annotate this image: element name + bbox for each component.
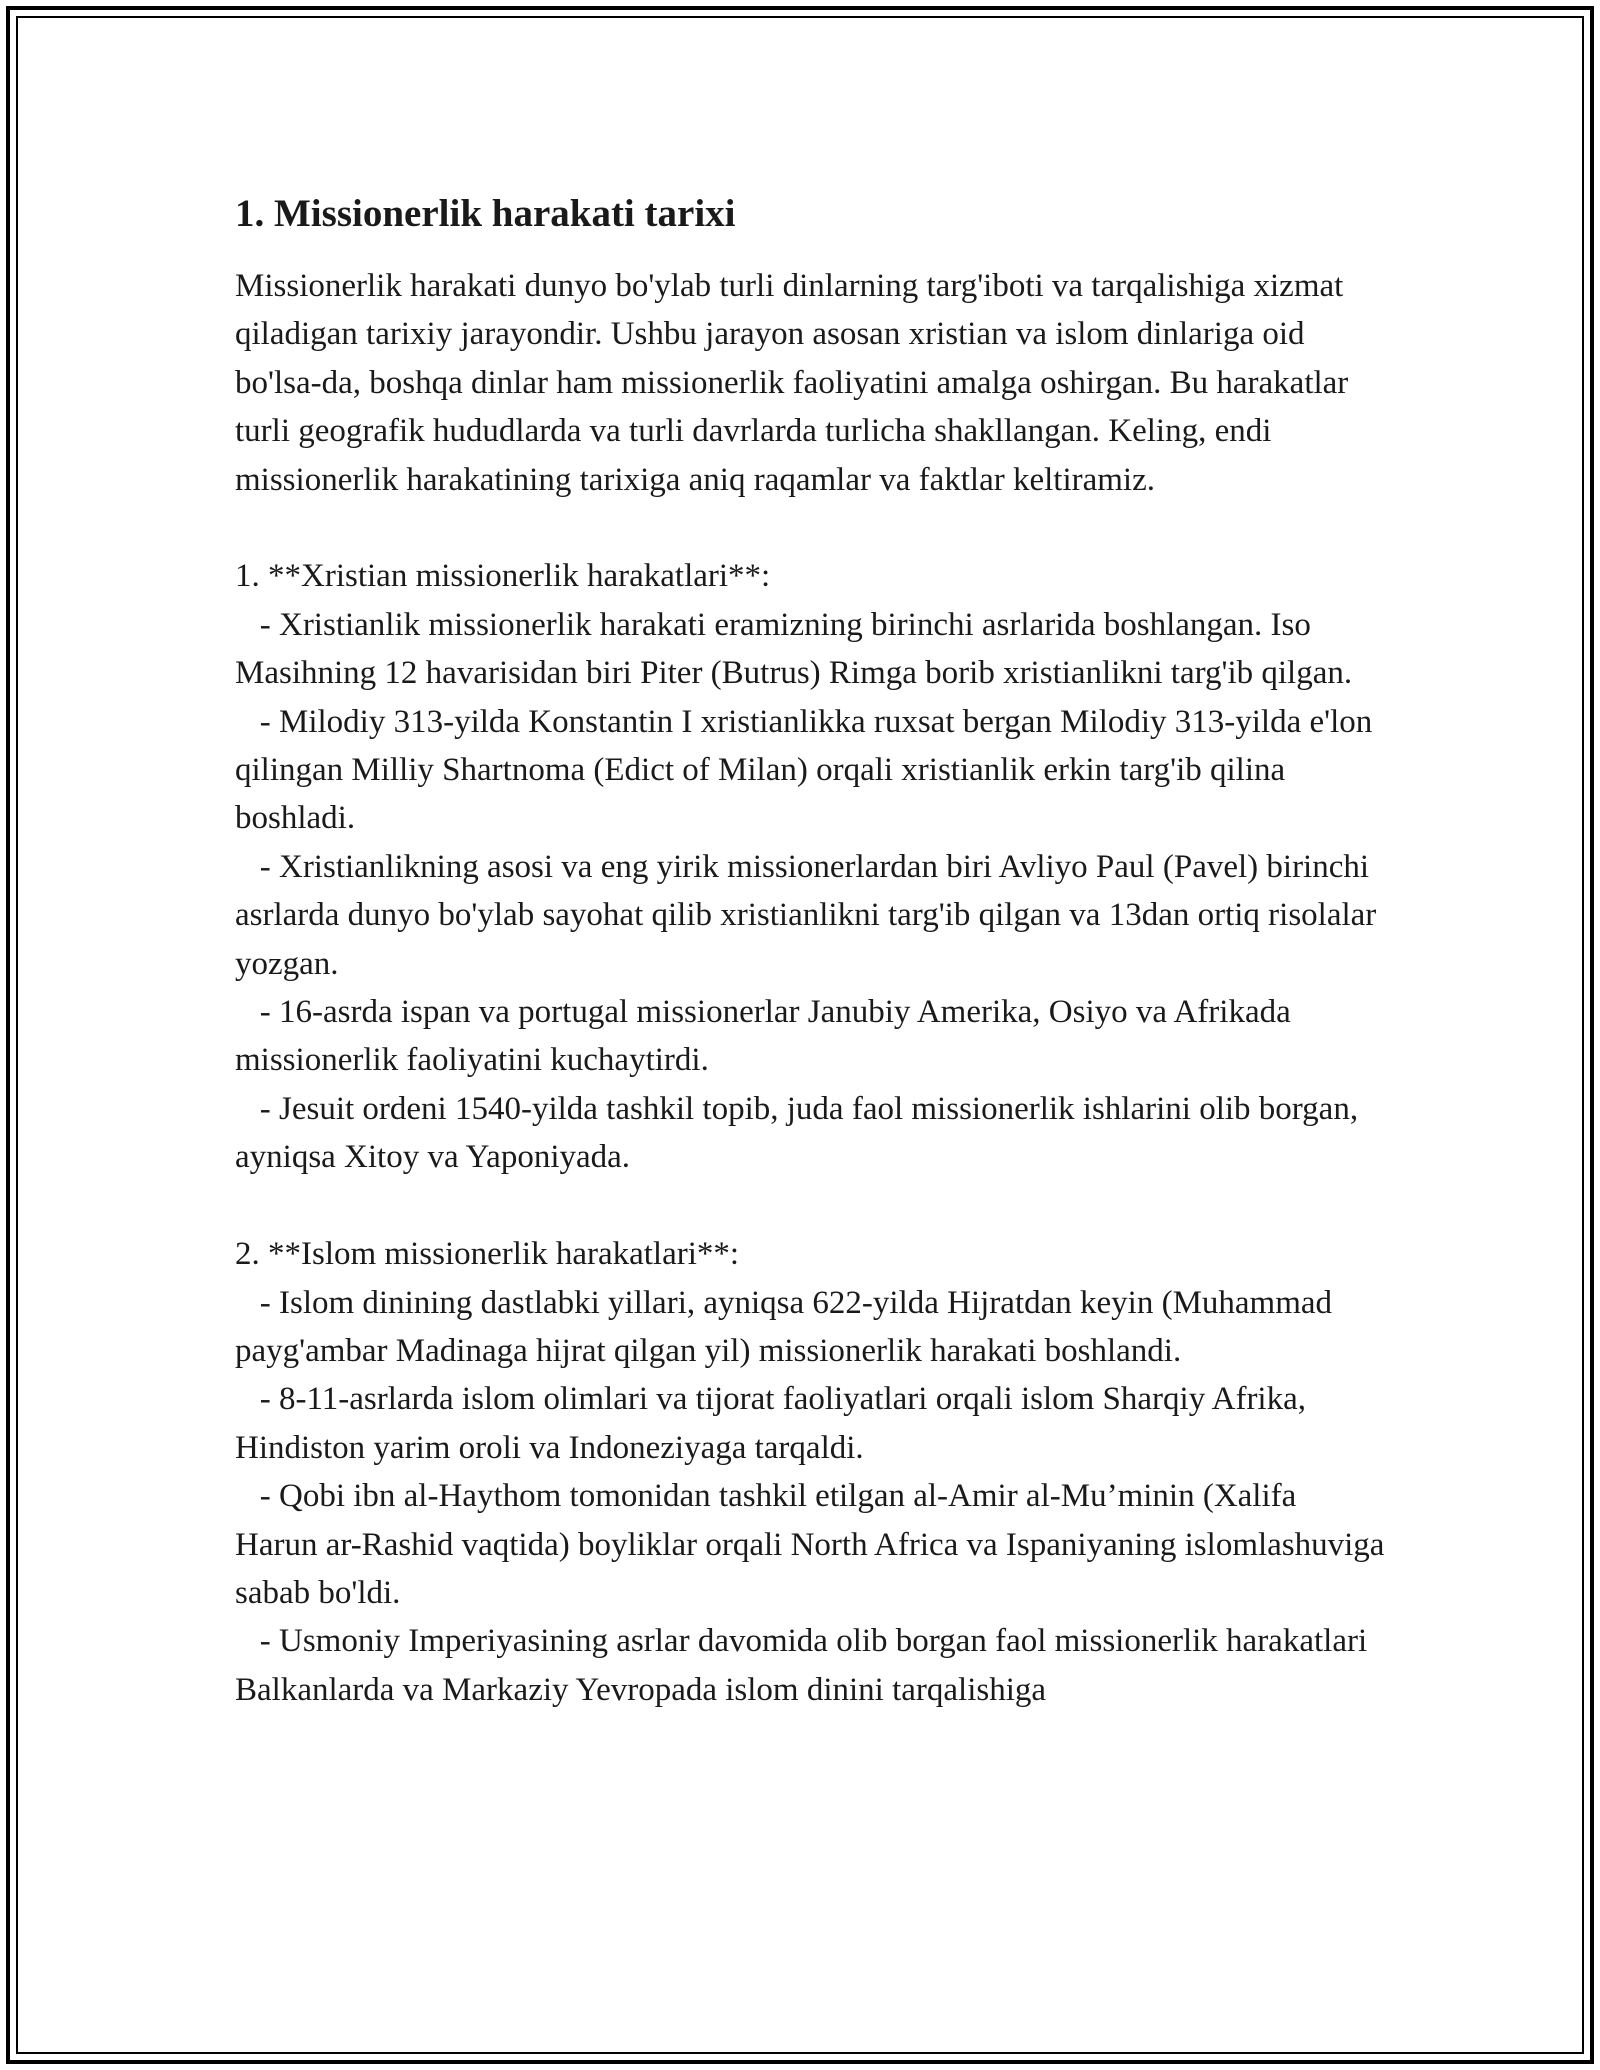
list-item: - Usmoniy Imperiyasining asrlar davomida olib borgan faol missionerlik harakatlari Balkanlarda va Markaziy Yevropada islom dinini tarqalishiga [235,1623,1376,1708]
page-title: 1. Missionerlik harakati tarixi [235,192,736,235]
section-title: 2. **Islom missionerlik harakatlari**: [235,1236,740,1273]
document-body [235,186,1393,1714]
list-item: - Xristianlikning asosi va eng yirik missionerlardan biri Avliyo Paul (Pavel) birinchi asrlarda dunyo bo'ylab sayohat qilib xristianlikni targ'ib qilgan va 13dan ortiq risolalar yozgan. [235,848,1385,982]
intro-paragraph: Missionerlik harakati dunyo bo'ylab turli dinlarning targ'iboti va tarqalishiga xizmat qiladigan tarixiy jarayondir. Ushbu jarayon asosan xristian va islom dinlariga oid bo'lsa-da, boshqa dinlar ham missionerlik faoliyatini amalga oshirgan. Bu harakatlar turli geografik hududlarda va turli davrlarda turlicha shakllangan. Keling, endi missionerlik harakatining tarixiga aniq raqamlar va faktlar keltiramiz. [235,268,1349,498]
list-item: - Jesuit ordeni 1540-yilda tashkil topib, juda faol missionerlik ishlarini olib borgan, ayniqsa Xitoy va Yaponiyada. [235,1090,1367,1176]
list-item: - Milodiy 313-yilda Konstantin I xristianlikka ruxsat bergan Milodiy 313-yilda e'lon qilingan Milliy Shartnoma (Edict of Milan) orqali xristianlik erkin targ'ib qilina boshladi. [235,703,1381,837]
section-islam [235,1230,1393,1714]
list-item: - Xristianlik missionerlik harakati eramizning birinchi asrlarida boshlangan. Iso Masihning 12 havarisidan biri Piter (Butrus) Rimga borib xristianlikni targ'ib qilgan. [235,606,1353,692]
list-item: - 16-asrda ispan va portugal missionerlar Janubiy Amerika, Osiyo va Afrikada missionerlik faoliyatini kuchaytirdi. [235,994,1299,1079]
section-title: 1. **Xristian missionerlik harakatlari**: [235,558,771,595]
section-christian [235,552,1385,1181]
list-item: - Islom dinining dastlabki yillari, ayniqsa 622-yilda Hijratdan keyin (Muhammad payg'ambar Madinaga hijrat qilgan yil) missionerlik harakati boshlandi. [235,1284,1341,1369]
list-item: - 8-11-asrlarda islom olimlari va tijorat faoliyatlari orqali islom Sharqiy Afrika, Hindiston yarim oroli va Indoneziyaga tarqaldi. [235,1381,1315,1466]
list-item: - Qobi ibn al-Haythom tomonidan tashkil etilgan al-Amir al-Mu’minin (Xalifa Harun ar-Rashid vaqtida) boyliklar orqali North Africa va Ispaniyaning islomlashuviga sabab bo'ldi. [235,1478,1393,1611]
